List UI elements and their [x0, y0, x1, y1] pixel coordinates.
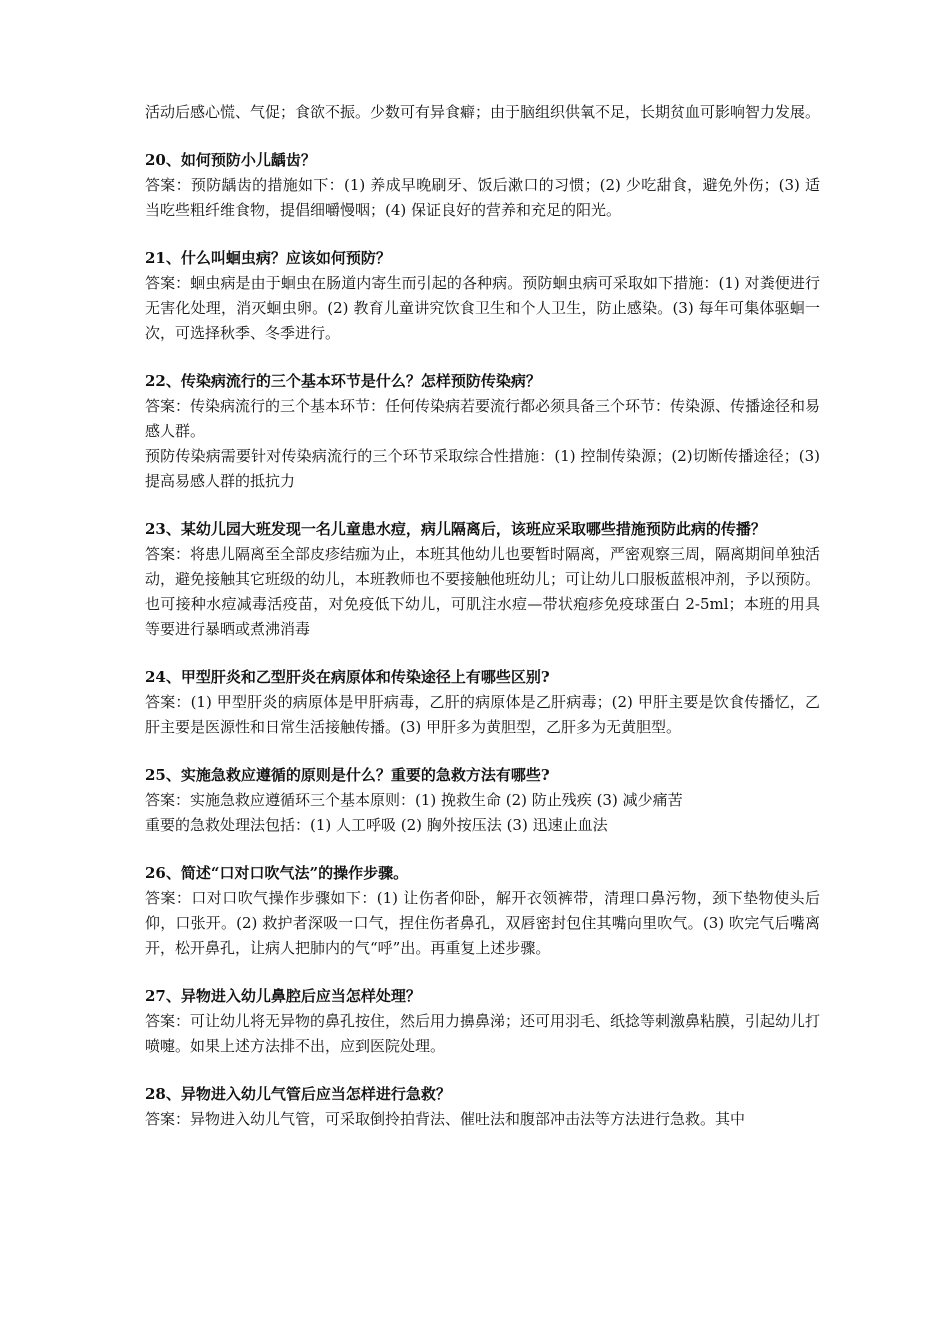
- question-title: 21、什么叫蛔虫病？应该如何预防？: [145, 249, 391, 267]
- question-block-24: [145, 664, 820, 740]
- answer-paragraph: 答案：蛔虫病是由于蛔虫在肠道内寄生而引起的各种病。预防蛔虫病可采取如下措施：(1) 对粪便进行无害化处理，消灭蛔虫卵。(2) 教育儿童讲究饮食卫生和个人卫生，防止感染。(3) 每年可集体驱蛔一次，可选择秋季、冬季进行。: [145, 274, 820, 342]
- answer-paragraph: 重要的急救处理法包括：(1) 人工呼吸 (2) 胸外按压法 (3) 迅速止血法: [145, 816, 608, 834]
- question-block-25: [145, 762, 820, 838]
- question-title: 28、异物进入幼儿气管后应当怎样进行急救？: [145, 1085, 451, 1103]
- question-title: 27、异物进入幼儿鼻腔后应当怎样处理？: [145, 987, 421, 1005]
- answer-paragraph: 预防传染病需要针对传染病流行的三个环节采取综合性措施：(1) 控制传染源；(2)切断传播途径；(3) 提高易感人群的抵抗力: [145, 447, 820, 490]
- question-block-21: [145, 245, 820, 346]
- question-title: 23、某幼儿园大班发现一名儿童患水痘，病儿隔离后，该班应采取哪些措施预防此病的传播？: [145, 520, 766, 538]
- question-block-20: [145, 147, 820, 223]
- question-block-22: [145, 368, 820, 494]
- question-title: 25、实施急救应遵循的原则是什么？重要的急救方法有哪些?: [145, 766, 550, 784]
- question-title: 24、甲型肝炎和乙型肝炎在病原体和传染途径上有哪些区别?: [145, 668, 550, 686]
- question-block-26: [145, 860, 820, 961]
- page-content: [145, 100, 820, 1132]
- question-block-27: [145, 983, 820, 1059]
- question-title: 22、传染病流行的三个基本环节是什么？怎样预防传染病？: [145, 372, 541, 390]
- answer-paragraph: 答案：口对口吹气操作步骤如下：(1) 让伤者仰卧，解开衣领裤带，清理口鼻污物，颈下垫物使头后仰，口张开。(2) 救护者深吸一口气，捏住伤者鼻孔，双唇密封包住其嘴向里吹气。(3) 吹完气后嘴离开，松开鼻孔，让病人把肺内的气“呼”出。再重复上述步骤。: [145, 889, 820, 957]
- question-title: 20、如何预防小儿龋齿？: [145, 151, 316, 169]
- question-title: 26、简述“口对口吹气法”的操作步骤。: [145, 864, 409, 882]
- answer-paragraph: 答案：实施急救应遵循环三个基本原则：(1) 挽救生命 (2) 防止残疾 (3) 减少痛苦: [145, 791, 683, 809]
- intro-paragraph: 活动后感心慌、气促；食欲不振。少数可有异食癖；由于脑组织供氧不足，长期贫血可影响智力发展。: [145, 103, 821, 121]
- question-block-23: [145, 516, 820, 642]
- answer-paragraph: 答案：传染病流行的三个基本环节：任何传染病若要流行都必须具备三个环节：传染源、传播途径和易感人群。: [145, 397, 821, 440]
- answer-paragraph: 答案：将患儿隔离至全部皮疹结痂为止，本班其他幼儿也要暂时隔离，严密观察三周，隔离期间单独活动，避免接触其它班级的幼儿，本班教师也不要接触他班幼儿；可让幼儿口服板蓝根冲剂，予以预防。也可接种水痘减毒活疫苗，对免疫低下幼儿，可肌注水痘—带状疱疹免疫球蛋白 2-5ml；本班的用具等要进行暴晒或煮沸消毒: [145, 545, 821, 638]
- answer-paragraph: 答案：异物进入幼儿气管，可采取倒拎拍背法、催吐法和腹部冲击法等方法进行急救。其中: [145, 1110, 746, 1128]
- answer-paragraph: 答案：(1) 甲型肝炎的病原体是甲肝病毒，乙肝的病原体是乙肝病毒；(2) 甲肝主要是饮食传播忆，乙肝主要是医源性和日常生活接触传播。(3) 甲肝多为黄胆型，乙肝多为无黄胆型。: [145, 693, 820, 736]
- answer-paragraph: 答案：预防龋齿的措施如下：(1) 养成早晚刷牙、饭后漱口的习惯；(2) 少吃甜食，避免外伤；(3) 适当吃些粗纤维食物，提倡细嚼慢咽；(4) 保证良好的营养和充足的阳光。: [145, 176, 820, 219]
- question-block-28: [145, 1081, 820, 1132]
- answer-paragraph: 答案：可让幼儿将无异物的鼻孔按住，然后用力擤鼻涕；还可用羽毛、纸捻等刺激鼻粘膜，引起幼儿打喷嚏。如果上述方法排不出，应到医院处理。: [145, 1012, 821, 1055]
